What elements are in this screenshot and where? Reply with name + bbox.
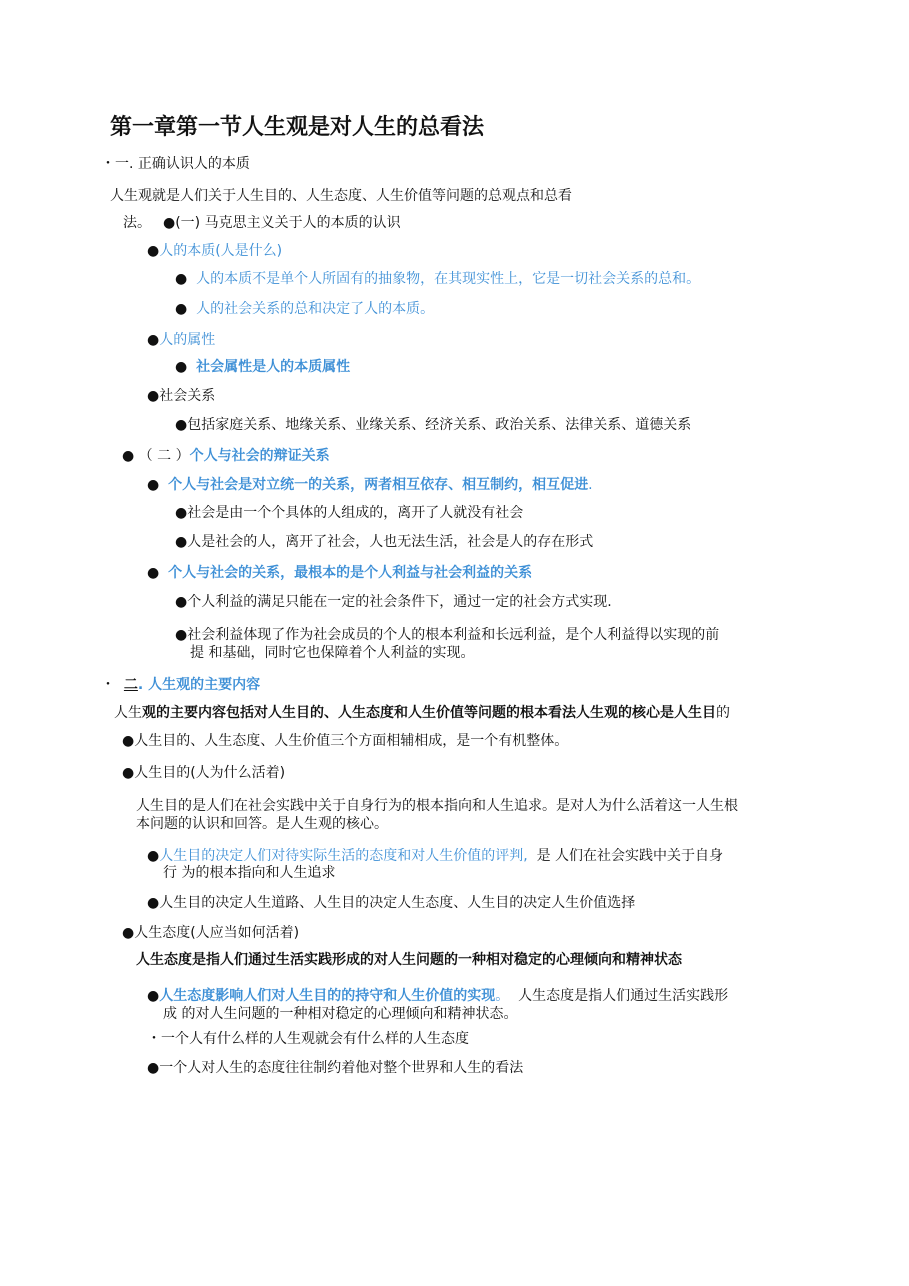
goal-definition-line-1: 人生目的是人们在社会实践中关于自身行为的根本指向和人生追求。是对人为什么活着这一人生根: [136, 798, 738, 814]
bullet-icon: ●: [122, 448, 135, 464]
bullet-social-interests-line-2: 提 和基础，同时它也保障着个人利益的实现。: [190, 645, 475, 661]
bullet-attitude-influence-line-2: 成 的对人生问题的一种相对稳定的心理倾向和精神状态。: [163, 1006, 518, 1022]
bullet-icon: ●: [175, 594, 188, 610]
bullet-social-interests: [175, 626, 719, 644]
bullet-attitude-influence-rest: 人生态度是指人们通过生活实践形: [518, 988, 729, 1004]
bullet-goal-determines-attitude-line-2: 行 为的根本指向和人生追求: [163, 865, 336, 881]
bullet-outlook-attitude: ・一个人有什么样的人生观就会有什么样的人生态度: [147, 1031, 469, 1047]
bullet-icon: ●: [147, 332, 160, 348]
section-2-title: . 人生观的主要内容: [137, 677, 261, 693]
bullet-icon: ●: [147, 895, 160, 911]
bullet-life-attitude-label: 人生态度(人应当如何活着): [134, 925, 300, 941]
section-2-dot: ・: [101, 677, 115, 693]
bullet-icon: ●: [122, 925, 135, 941]
paragraph-definition-line-2: 法。: [123, 215, 151, 231]
attitude-definition: 人生态度是指人们通过生活实践形成的对人生问题的一种相对稳定的心理倾向和精神状态: [136, 952, 682, 968]
bullet-goal-determines-path-text: 人生目的决定人生道路、人生目的决定人生态度、人生目的决定人生价值选择: [159, 895, 636, 911]
bullet-relations-1: [175, 416, 691, 434]
period: .: [588, 477, 593, 493]
bullet-society-made-of-people: [175, 504, 523, 522]
bullet-icon: ●: [175, 301, 188, 317]
bullet-attribute-1: [175, 358, 350, 376]
bullet-icon: ●: [147, 565, 160, 581]
page-title: 第一章第一节人生观是对人生的总看法: [110, 115, 485, 140]
bullet-icon: ●: [147, 848, 160, 864]
bullet-unity-of-opposites: [147, 476, 593, 494]
paragraph-main-content-prefix: 人生: [114, 705, 142, 721]
paragraph-definition-line-1: 人生观就是人们关于人生目的、人生态度、人生价值等问题的总观点和总看: [110, 188, 572, 204]
bullet-essence-2: [175, 300, 434, 318]
bullet-icon: ●: [147, 988, 160, 1004]
bullet-essence-1-text: 人的本质不是单个人所固有的抽象物，在其现实性上，它是一切社会关系的总和。: [196, 271, 701, 287]
bullet-human-essence: [147, 242, 282, 260]
bullet-icon: ●: [122, 765, 135, 781]
bullet-relations-1-text: 包括家庭关系、地缘关系、业缘关系、经济关系、政治关系、法律关系、道德关系: [187, 417, 692, 433]
bullet-interests-relation: [147, 564, 532, 582]
bullet-attitude-influence: [147, 987, 728, 1005]
section-1-heading: ・一. 正确认识人的本质: [101, 156, 250, 172]
bullet-icon: ●: [175, 627, 188, 643]
bullet-unity-of-opposites-text: 个人与社会是对立统一的关系，两者相互依存、相互制约，相互促进: [168, 477, 589, 493]
bullet-icon: ●: [175, 359, 188, 375]
goal-definition-line-2: 本问题的认识和回答。是人生观的核心。: [136, 816, 388, 832]
bullet-goal-determines-attitude-blue: 人生目的决定人们对待实际生活的态度和对人生价值的评判,: [159, 848, 528, 864]
bullet-interests-relation-text: 个人与社会的关系，最根本的是个人利益与社会利益的关系: [168, 565, 533, 581]
bullet-icon: ●: [175, 417, 188, 433]
bullet-goal-determines-attitude-rest: 是 人们在社会实践中关于自身: [536, 848, 724, 864]
bullet-personal-interests: [175, 593, 612, 611]
bullet-essence-1: [175, 270, 700, 288]
paragraph-main-content-suffix: 的: [716, 705, 730, 721]
bullet-essence-2-text: 人的社会关系的总和决定了人的本质。: [196, 301, 435, 317]
subheading-marxist-view: ●(一) 马克思主义关于人的本质的认识: [163, 215, 401, 231]
bullet-icon: ●: [147, 388, 160, 404]
bullet-personal-interests-text: 个人利益的满足只能在一定的社会条件下，通过一定的社会方式实现.: [187, 594, 612, 610]
bullet-social-interests-line-1: 社会利益体现了作为社会成员的个人的根本利益和长远利益，是个人利益得以实现的前: [187, 627, 720, 643]
bullet-attitude-influence-blue: 人生态度影响人们对人生目的的持守和人生价值的实现: [159, 988, 496, 1004]
bullet-icon: ●: [175, 505, 188, 521]
period: 。: [495, 988, 510, 1004]
bullet-attitude-worldview: ●一个人对人生的态度往往制约着他对整个世界和人生的看法: [147, 1060, 524, 1076]
bullet-goal-determines-attitude: [147, 847, 723, 865]
section-2-number: 二: [123, 677, 138, 693]
bullet-goal-determines-path: [147, 894, 635, 912]
bullet-icon: ●: [175, 534, 188, 550]
bullet-society-made-of-people-text: 社会是由一个个具体的人组成的，离开了人就没有社会: [187, 505, 524, 521]
bullet-people-social: [175, 533, 593, 551]
bullet-human-essence-label: 人的本质(人是什么): [159, 243, 283, 259]
paragraph-main-content-bold: 观的主要内容包括对人生目的、人生态度和人生价值等问题的根本看法人生观的核心是人生目: [142, 705, 716, 721]
bullet-icon: ●: [147, 477, 160, 493]
paragraph-main-content: [114, 704, 730, 722]
bullet-icon: ●: [175, 271, 188, 287]
bullet-human-attribute-label: 人的属性: [159, 332, 216, 348]
bullet-three-aspects-text: 人生目的、人生态度、人生价值三个方面相辅相成，是一个有机整体。: [134, 733, 569, 749]
bullet-icon: ●: [147, 243, 160, 259]
bullet-life-goal: [122, 764, 285, 782]
bullet-social-relations-label: 社会关系: [159, 388, 216, 404]
bullet-life-goal-label: 人生目的(人为什么活着): [134, 765, 286, 781]
subheading-individual-society: [122, 447, 330, 465]
subheading-individual-society-text: 个人与社会的辩证关系: [189, 448, 330, 464]
section-2-heading: [101, 676, 260, 694]
bullet-life-attitude: [122, 924, 299, 942]
bullet-social-relations: [147, 387, 215, 405]
bullet-icon: ●: [122, 733, 135, 749]
subheading-number: （ 二 ）: [138, 448, 190, 464]
bullet-human-attribute: [147, 331, 215, 349]
bullet-people-social-text: 人是社会的人，离开了社会，人也无法生活，社会是人的存在形式: [187, 534, 594, 550]
bullet-three-aspects: [122, 732, 568, 750]
bullet-attribute-1-text: 社会属性是人的本质属性: [196, 359, 351, 375]
